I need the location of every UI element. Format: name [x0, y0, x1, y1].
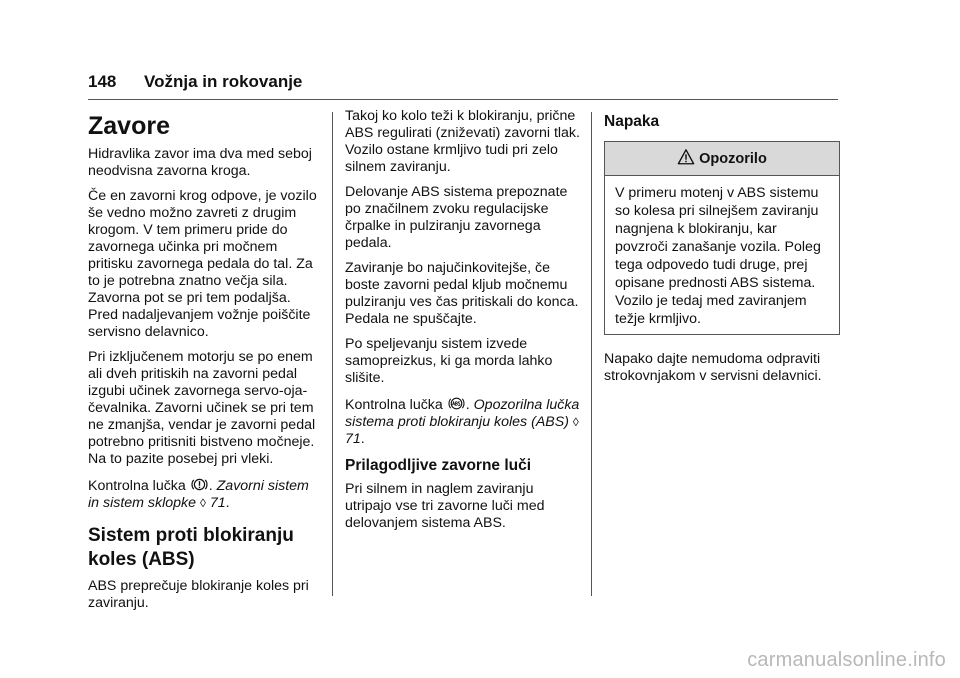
column-divider	[332, 112, 333, 596]
heading-abs: Sistem proti blokiranju koles (ABS)	[88, 525, 294, 570]
paragraph: Pri silnem in naglem zaviranju utripajo vse tri zavorne luči med delovanjem sistema ABS.	[345, 481, 545, 531]
page-reference[interactable]: 71	[345, 431, 361, 447]
paragraph: Napako dajte nemudoma odpraviti strokovnjakom v servisni delavnici.	[604, 351, 822, 384]
column-1	[88, 108, 323, 620]
heading-adaptive-brake-lights: Prilagodljive zavorne luči	[345, 457, 532, 474]
abs-warning-icon	[448, 395, 465, 412]
paragraph: Pri izključenem motorju se po enem ali dveh pritiskih na zavorni pedal izgubi učinek zavornega servo-ojačevalnika. Zavorni učinek se pri tem ne zmanjša, vendar je zavorni pedal potrebno pritisniti bistveno močneje. Na to pazite posebej pri vleki.	[88, 349, 316, 467]
page-number: 148	[88, 72, 117, 91]
lamp-reference-paragraph: Kontrolna lučka . Zavorni sistem in sistem sklopke ◊ 71.	[88, 478, 309, 511]
paragraph: Delovanje ABS sistema prepoznate po značilnem zvoku regulacijske črpalke in pulziranju zavornega pedala.	[345, 184, 568, 251]
watermark: carmanualsonline.info	[747, 649, 946, 671]
lamp-reference-paragraph: Kontrolna lučka . Opozorilna lučka sistema proti blokiranju koles (ABS) ◊ 71.	[345, 397, 580, 447]
column-divider	[591, 112, 592, 596]
column-2	[345, 108, 580, 540]
paragraph: Hidravlika zavor ima dva med seboj neodvisna zavorna kroga.	[88, 146, 312, 179]
paragraph: Zaviranje bo najučinkovitejše, če boste zavorni pedal kljub močnemu pulziranju ves čas pritiskali do konca. Pedala ne spuščajte.	[345, 260, 579, 327]
warning-text: V primeru motenj v ABS sistemu so kolesa pri silnejšem zaviranju nagnjena k blokiranju, kar povzroči zanašanje vozila. Poleg tega odpovedo tudi druge, prej opisane prednosti ABS sistema. Vozilo je tedaj med zaviranjem težje krmljivo.	[615, 185, 821, 327]
paragraph: Po speljevanju sistem izvede samopreizkus, ki ga morda lahko slišite.	[345, 336, 553, 386]
lamp-prefix: Kontrolna lučka	[345, 397, 443, 413]
warning-title: Opozorilo	[699, 151, 767, 167]
page-header	[88, 72, 838, 100]
lamp-prefix: Kontrolna lučka	[88, 478, 186, 494]
lamp-reference-link[interactable]: Opozorilna lučka sistema proti blokiranju koles (ABS)	[345, 397, 580, 430]
section-title: Vožnja in rokovanje	[144, 72, 303, 91]
heading-brakes: Zavore	[88, 112, 170, 140]
paragraph: Takoj ko kolo teži k blokiranju, prične ABS regulirati (zniževati) zavorni tlak. Vozilo ostane krmljivo tudi pri zelo silnem zaviranju.	[345, 108, 580, 175]
heading-fault: Napaka	[604, 113, 660, 130]
column-3	[604, 108, 840, 393]
warning-box	[604, 141, 840, 335]
lamp-reference-link[interactable]: Zavorni sistem in sistem sklopke	[88, 478, 309, 511]
warning-header	[605, 142, 839, 176]
page-ref-arrow-icon: ◊	[572, 415, 579, 429]
paragraph: ABS preprečuje blokiranje koles pri zaviranju.	[88, 578, 309, 611]
warning-triangle-icon	[677, 148, 695, 166]
paragraph: Če en zavorni krog odpove, je vozilo še vedno možno zavreti z drugim krogom. V tem primeru pride do zavornega učinka pri močnem pritisku zavornega pedala do tal. Za to je potrebna znatno večja sila. Zavorna pot se pri tem podaljša. Pred nadaljevanjem vožnje poiščite servisno delavnico.	[88, 188, 317, 340]
brake-warning-icon	[191, 476, 208, 493]
page-ref-arrow-icon: ◊	[199, 496, 206, 510]
page-reference[interactable]: 71	[209, 495, 226, 511]
